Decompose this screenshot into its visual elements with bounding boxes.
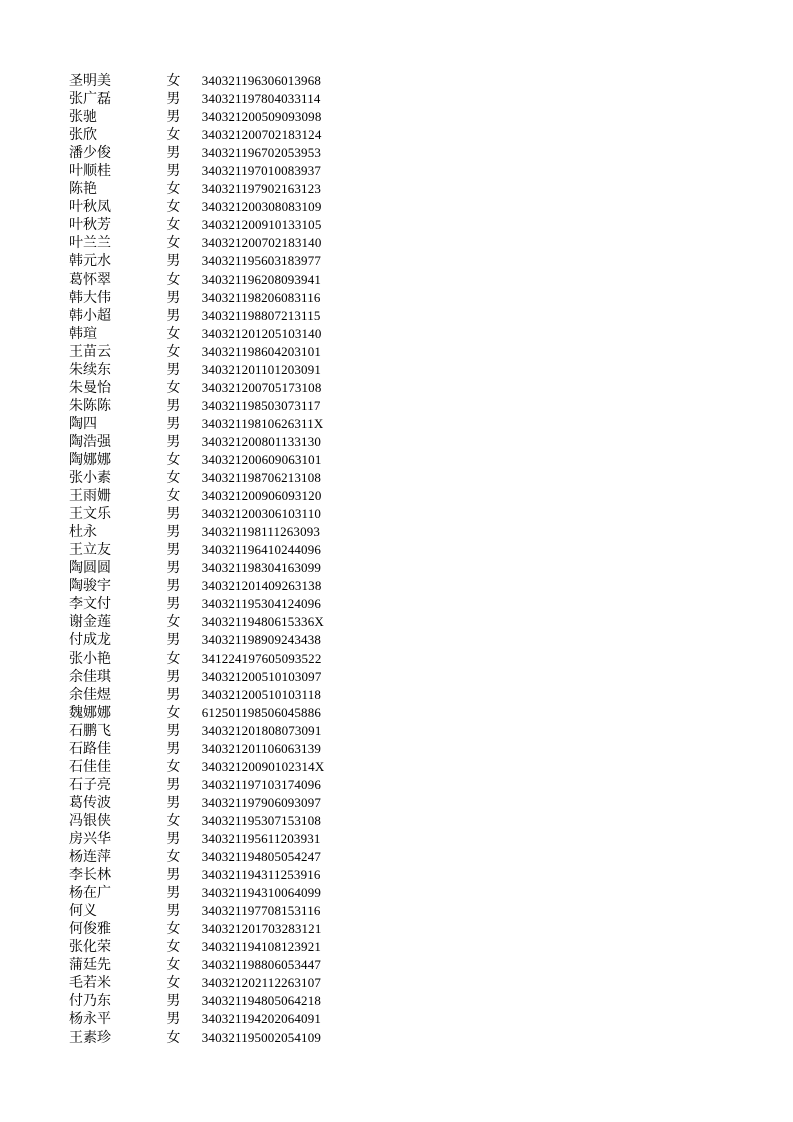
person-gender: 女	[166, 812, 181, 829]
person-gender: 男	[166, 361, 181, 378]
person-id-number: 340321200308083109	[201, 199, 322, 215]
person-name: 蒲廷先	[69, 957, 111, 974]
person-name: 陈艳	[69, 181, 97, 198]
table-row	[69, 307, 369, 325]
person-name: 陶四	[69, 415, 97, 432]
person-gender: 男	[166, 740, 181, 757]
person-id-number: 340321200306103110	[201, 506, 321, 522]
person-gender: 男	[166, 542, 181, 559]
person-name: 杨永平	[69, 1011, 111, 1028]
person-id-number: 340321194310064099	[201, 885, 321, 901]
person-id-number: 340321196208093941	[201, 271, 321, 287]
person-name: 韩瑄	[69, 325, 97, 342]
person-id-number: 34032120090102314X	[201, 758, 325, 774]
person-id-number: 340321197902163123	[201, 181, 321, 197]
person-gender: 女	[166, 235, 181, 252]
table-row	[69, 992, 369, 1010]
person-id-number: 341224197605093522	[201, 650, 322, 666]
person-id-number: 340321197010083937	[201, 163, 321, 179]
table-row	[69, 902, 369, 920]
person-name: 叶秋凤	[69, 199, 111, 216]
person-id-number: 340321198111263093	[201, 524, 321, 540]
table-row	[69, 180, 369, 198]
person-id-number: 340321200510103118	[201, 686, 321, 702]
person-name: 石佳佳	[69, 758, 111, 775]
table-row	[69, 776, 369, 794]
table-row	[69, 704, 369, 722]
table-row	[69, 794, 369, 812]
person-name: 张驰	[69, 109, 97, 126]
table-row	[69, 108, 369, 126]
table-row	[69, 72, 369, 90]
person-name: 潘少俊	[69, 145, 111, 162]
person-name: 韩元水	[69, 253, 111, 270]
person-id-number: 340321198806053447	[201, 957, 321, 973]
person-id-number: 612501198506045886	[201, 704, 321, 720]
table-row	[69, 812, 369, 830]
person-gender: 男	[166, 560, 181, 577]
person-id-number: 340321201101203091	[201, 361, 321, 377]
person-name: 谢金莲	[69, 614, 111, 631]
person-gender: 女	[166, 939, 181, 956]
person-name: 付乃东	[69, 993, 111, 1010]
person-id-number: 340321194311253916	[201, 867, 321, 883]
person-id-number: 34032119480615336X	[201, 614, 324, 630]
person-gender: 女	[166, 975, 181, 992]
person-gender: 女	[166, 343, 181, 360]
person-name: 朱续东	[69, 361, 111, 378]
person-id-number: 340321194805054247	[201, 849, 321, 865]
person-name: 冯银侠	[69, 812, 111, 829]
person-gender: 男	[166, 903, 181, 920]
person-name: 余佳煜	[69, 686, 111, 703]
person-gender: 男	[166, 668, 181, 685]
person-id-number: 340321201703283121	[201, 921, 322, 937]
person-name: 王苗云	[69, 343, 111, 360]
person-gender: 男	[166, 163, 181, 180]
person-name: 毛若米	[69, 975, 111, 992]
person-gender: 女	[166, 379, 181, 396]
person-id-number: 340321200705173108	[201, 379, 322, 395]
person-name: 叶兰兰	[69, 235, 111, 252]
person-gender: 女	[166, 470, 181, 487]
person-gender: 男	[166, 885, 181, 902]
person-name: 杜永	[69, 524, 97, 541]
person-name: 魏娜娜	[69, 704, 111, 721]
person-name: 王立友	[69, 542, 111, 559]
person-gender: 女	[166, 614, 181, 631]
person-gender: 男	[166, 578, 181, 595]
person-name: 石子亮	[69, 776, 111, 793]
table-row	[69, 740, 369, 758]
table-row	[69, 271, 369, 289]
person-gender: 男	[166, 524, 181, 541]
table-row	[69, 541, 369, 559]
table-row	[69, 198, 369, 216]
person-id-number: 340321195611203931	[201, 830, 321, 846]
table-row	[69, 650, 369, 668]
table-row	[69, 234, 369, 252]
person-id-number: 340321194805064218	[201, 993, 321, 1009]
person-id-number: 340321195002054109	[201, 1029, 321, 1045]
table-row	[69, 126, 369, 144]
person-id-number: 340321198206083116	[201, 289, 321, 305]
person-name: 石鹏飞	[69, 722, 111, 739]
person-gender: 男	[166, 686, 181, 703]
person-gender: 女	[166, 488, 181, 505]
person-gender: 女	[166, 181, 181, 198]
person-gender: 女	[166, 452, 181, 468]
person-id-number: 340321195307153108	[201, 812, 321, 828]
person-gender: 男	[166, 596, 181, 613]
person-gender: 男	[166, 722, 181, 739]
person-gender: 女	[166, 271, 181, 288]
person-id-number: 340321200702183140	[201, 235, 322, 251]
table-row	[69, 505, 369, 523]
person-id-number: 340321197906093097	[201, 794, 321, 810]
person-name: 张小素	[69, 470, 111, 487]
person-gender: 男	[166, 415, 181, 432]
person-gender: 女	[166, 849, 181, 866]
person-id-number: 340321200609063101	[201, 452, 322, 467]
person-gender: 女	[166, 1029, 181, 1046]
person-gender: 女	[166, 127, 181, 144]
person-name: 陶娜娜	[69, 452, 111, 468]
person-name: 陶骏宇	[69, 578, 111, 595]
table-row	[69, 956, 369, 974]
table-row	[69, 974, 369, 992]
person-gender: 男	[166, 289, 181, 306]
person-gender: 男	[166, 109, 181, 126]
table-row	[69, 343, 369, 361]
person-gender: 女	[166, 217, 181, 234]
person-name: 王文乐	[69, 506, 111, 523]
person-name: 韩大伟	[69, 289, 111, 306]
table-row	[69, 848, 369, 866]
person-id-number: 340321196702053953	[201, 145, 321, 161]
table-row	[69, 938, 369, 956]
person-gender: 男	[166, 91, 181, 108]
table-row	[69, 325, 369, 343]
person-id-number: 340321197804033114	[201, 91, 321, 107]
table-row	[69, 162, 369, 180]
person-id-number: 340321201808073091	[201, 722, 322, 738]
person-gender: 女	[166, 325, 181, 342]
person-id-number: 340321198503073117	[201, 397, 321, 413]
person-gender: 男	[166, 433, 181, 450]
table-row	[69, 216, 369, 234]
person-gender: 男	[166, 397, 181, 414]
person-gender: 女	[166, 758, 181, 775]
person-gender: 女	[166, 921, 181, 938]
person-id-number: 340321194202064091	[201, 1011, 321, 1027]
table-row	[69, 90, 369, 108]
person-name: 张欣	[69, 127, 97, 144]
person-name: 韩小超	[69, 307, 111, 324]
person-name: 余佳琪	[69, 668, 111, 685]
table-row	[69, 668, 369, 686]
person-gender: 男	[166, 867, 181, 884]
table-row	[69, 613, 369, 631]
table-row	[69, 144, 369, 162]
table-row	[69, 1028, 369, 1046]
person-gender: 男	[166, 145, 181, 162]
table-row	[69, 469, 369, 487]
table-row	[69, 830, 369, 848]
table-row	[69, 415, 369, 433]
table-row	[69, 884, 369, 902]
person-id-number: 340321200510103097	[201, 668, 322, 684]
person-id-number: 340321197103174096	[201, 776, 321, 792]
table-row	[69, 487, 369, 505]
person-id-number: 340321200702183124	[201, 127, 322, 143]
table-row	[69, 577, 369, 595]
person-name: 张广磊	[69, 91, 111, 108]
person-name: 陶浩强	[69, 433, 111, 450]
person-name: 李长林	[69, 867, 111, 884]
person-id-number: 340321195304124096	[201, 596, 321, 612]
person-name: 叶秋芳	[69, 217, 111, 234]
person-id-number: 340321198604203101	[201, 343, 321, 359]
person-name: 叶顺桂	[69, 163, 111, 180]
table-row	[69, 1010, 369, 1028]
person-name: 何义	[69, 903, 97, 920]
table-row	[69, 289, 369, 307]
table-row	[69, 595, 369, 613]
person-id-number: 340321196306013968	[201, 73, 321, 89]
person-name: 朱曼怡	[69, 379, 111, 396]
person-name: 张化荣	[69, 939, 111, 956]
person-id-number: 340321198909243438	[201, 632, 321, 648]
table-row	[69, 252, 369, 270]
table-row	[69, 722, 369, 740]
person-gender: 男	[166, 253, 181, 270]
table-row	[69, 686, 369, 704]
table-row	[69, 451, 369, 469]
table-row	[69, 866, 369, 884]
table-row	[69, 631, 369, 649]
person-gender: 男	[166, 632, 181, 649]
person-id-number: 340321198807213115	[201, 307, 321, 323]
person-gender: 男	[166, 830, 181, 847]
person-name: 杨连萍	[69, 849, 111, 866]
table-row	[69, 379, 369, 397]
person-name: 房兴华	[69, 830, 111, 847]
person-name: 杨在广	[69, 885, 111, 902]
person-id-number: 340321196410244096	[201, 542, 321, 558]
table-row	[69, 361, 369, 379]
person-name: 付成龙	[69, 632, 111, 649]
person-gender: 男	[166, 993, 181, 1010]
person-id-number: 340321197708153116	[201, 903, 321, 919]
person-id-number: 340321200910133105	[201, 217, 322, 233]
person-gender: 女	[166, 957, 181, 974]
table-row	[69, 559, 369, 577]
person-name: 石路佳	[69, 740, 111, 757]
person-name: 朱陈陈	[69, 397, 111, 414]
person-id-number: 340321202112263107	[201, 975, 321, 991]
table-row	[69, 758, 369, 776]
person-id-number: 340321200801133130	[201, 433, 321, 449]
table-row	[69, 397, 369, 415]
person-name: 葛怀翠	[69, 271, 111, 288]
person-gender: 女	[166, 704, 181, 721]
person-gender: 女	[166, 73, 181, 90]
person-name: 王素珍	[69, 1029, 111, 1046]
person-gender: 男	[166, 1011, 181, 1028]
person-id-number: 340321198706213108	[201, 470, 321, 486]
person-gender: 男	[166, 776, 181, 793]
person-name: 圣明美	[69, 73, 111, 90]
table-row	[69, 523, 369, 541]
person-id-number: 340321198304163099	[201, 560, 321, 576]
person-gender: 男	[166, 307, 181, 324]
person-gender: 女	[166, 199, 181, 216]
person-name: 陶圆圆	[69, 560, 111, 577]
person-name: 葛传波	[69, 794, 111, 811]
person-id-number: 340321200906093120	[201, 488, 322, 504]
person-gender: 男	[166, 506, 181, 523]
table-row	[69, 433, 369, 451]
person-gender: 男	[166, 794, 181, 811]
person-name: 李文付	[69, 596, 111, 613]
person-name: 张小艳	[69, 650, 111, 667]
person-id-number: 340321201106063139	[201, 740, 321, 756]
table-row	[69, 920, 369, 938]
person-id-number: 340321194108123921	[201, 939, 321, 955]
person-id-number: 34032119810626311X	[201, 415, 324, 431]
person-name: 王雨姗	[69, 488, 111, 505]
person-id-number: 340321200509093098	[201, 109, 322, 125]
person-id-number: 340321201409263138	[201, 578, 322, 594]
person-id-number: 340321201205103140	[201, 325, 322, 341]
person-id-number: 340321195603183977	[201, 253, 321, 269]
person-name: 何俊雅	[69, 921, 111, 938]
roster-table	[69, 72, 369, 1047]
person-gender: 女	[166, 650, 181, 667]
